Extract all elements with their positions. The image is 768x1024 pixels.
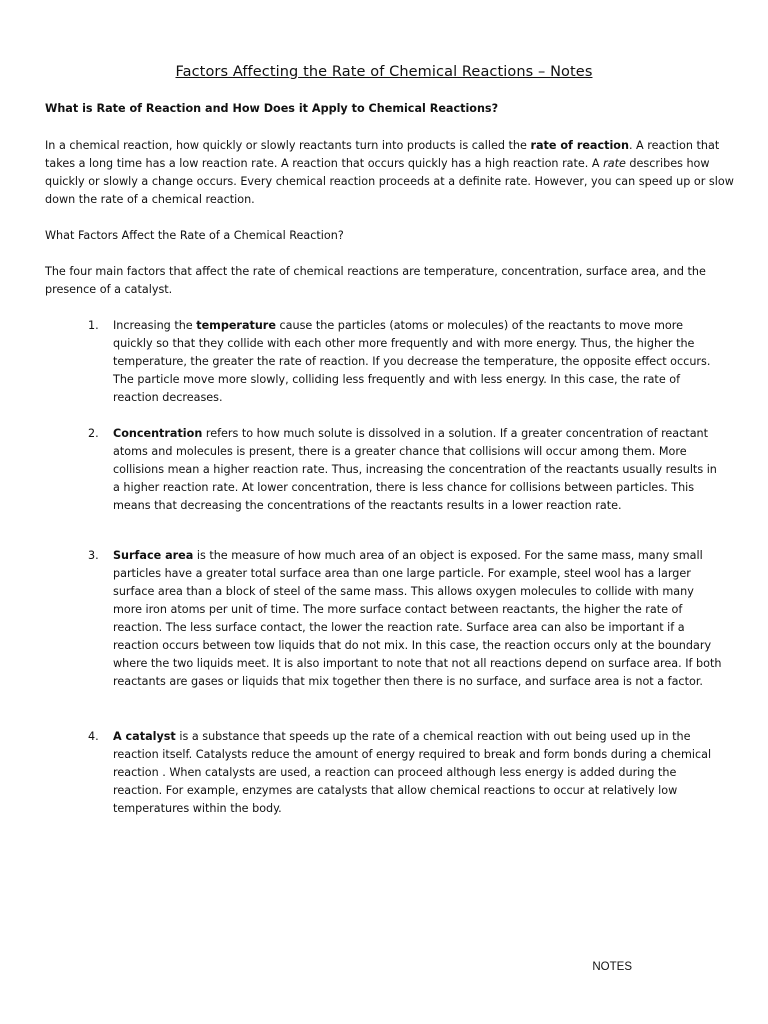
list-item-text	[113, 317, 725, 407]
page-title: Factors Affecting the Rate of Chemical Reactions – Notes	[175, 64, 593, 80]
list-item-body: is the measure of how much area of an object is exposed. For the same mass, many small particles have a greater total surface area than one large particle. For example, steel wool has a larger surface area than a block of steel of the same mass. This allows oxygen molecules to collide with many more iron atoms per unit of time. The more surface contact between reactants, the higher the rate of reaction. The less surface contact, the lower the reaction rate. Surface area can also be important if a reaction occurs between tow liquids that do not mix. In this case, the reaction occurs only at the boundary where the two liquids meet. It is also important to note that not all reactions depend on surface area. If both reactants are gases or liquids that mix together then there is no surface, and surface area is not a factor.	[113, 549, 722, 688]
factors-intro-paragraph: The four main factors that affect the rate of chemical reactions are temperature, concentration, surface area, and the presence of a catalyst.	[45, 265, 706, 296]
term-temperature: temperature	[196, 319, 276, 332]
intro-paragraph	[45, 137, 735, 209]
term-rate-of-reaction: rate of reaction	[530, 139, 629, 152]
term-rate: rate	[603, 157, 626, 170]
list-item-number: 1.	[88, 319, 99, 332]
list-item-lead: Increasing the	[113, 319, 197, 332]
list-item-body: is a substance that speeds up the rate of a chemical reaction with out being used up in the reaction itself. Catalysts reduce the amount of energy required to break and form bonds during a chemical reaction . When catalysts are used, a reaction can proceed although less energy is added during the reaction. For example, enzymes are catalysts that allow chemical reactions to occur at relatively low temperatures within the body.	[113, 730, 712, 815]
intro-text-2: . A reaction that takes a long time has a low reaction rate. A reaction that occurs quickly has a high reaction rate. A	[45, 139, 720, 170]
intro-text-1: In a chemical reaction, how quickly or slowly reactants turn into products is called the	[45, 139, 531, 152]
list-item-text	[113, 547, 725, 691]
list-item-body: refers to how much solute is dissolved in a solution. If a greater concentration of reactant atoms and molecules is present, there is a greater chance that collisions will occur among them. More collisions mean a higher reaction rate. Thus, increasing the concentration of the reactants usually results in a higher reaction rate. At lower concentration, there is less chance for collisions between particles. This means that decreasing the concentrations of the reactants results in a lower reaction rate.	[113, 427, 717, 512]
list-item-number: 3.	[88, 549, 99, 562]
list-item-number: 4.	[88, 730, 99, 743]
section-heading: What is Rate of Reaction and How Does it Apply to Chemical Reactions?	[45, 102, 499, 115]
list-item-text	[113, 728, 725, 818]
term-catalyst: A catalyst	[113, 730, 176, 743]
intro-text-3: describes how quickly or slowly a change occurs. Every chemical reaction proceeds at a definite rate. However, you can speed up or slow down the rate of a chemical reaction.	[45, 157, 734, 206]
list-item-body: cause the particles (atoms or molecules) of the reactants to move more quickly so that they collide with each other more frequently and with more energy. Thus, the higher the temperature, the greater the rate of reaction. If you decrease the temperature, the opposite effect occurs. The particle move more slowly, colliding less frequently and with less energy. In this case, the rate of reaction decreases.	[113, 319, 711, 404]
question-paragraph: What Factors Affect the Rate of a Chemical Reaction?	[45, 229, 344, 242]
term-concentration: Concentration	[113, 427, 203, 440]
list-item-number: 2.	[88, 427, 99, 440]
list-item-text	[113, 425, 725, 515]
footer-label: NOTES	[592, 961, 632, 973]
term-surface-area: Surface area	[113, 549, 194, 562]
